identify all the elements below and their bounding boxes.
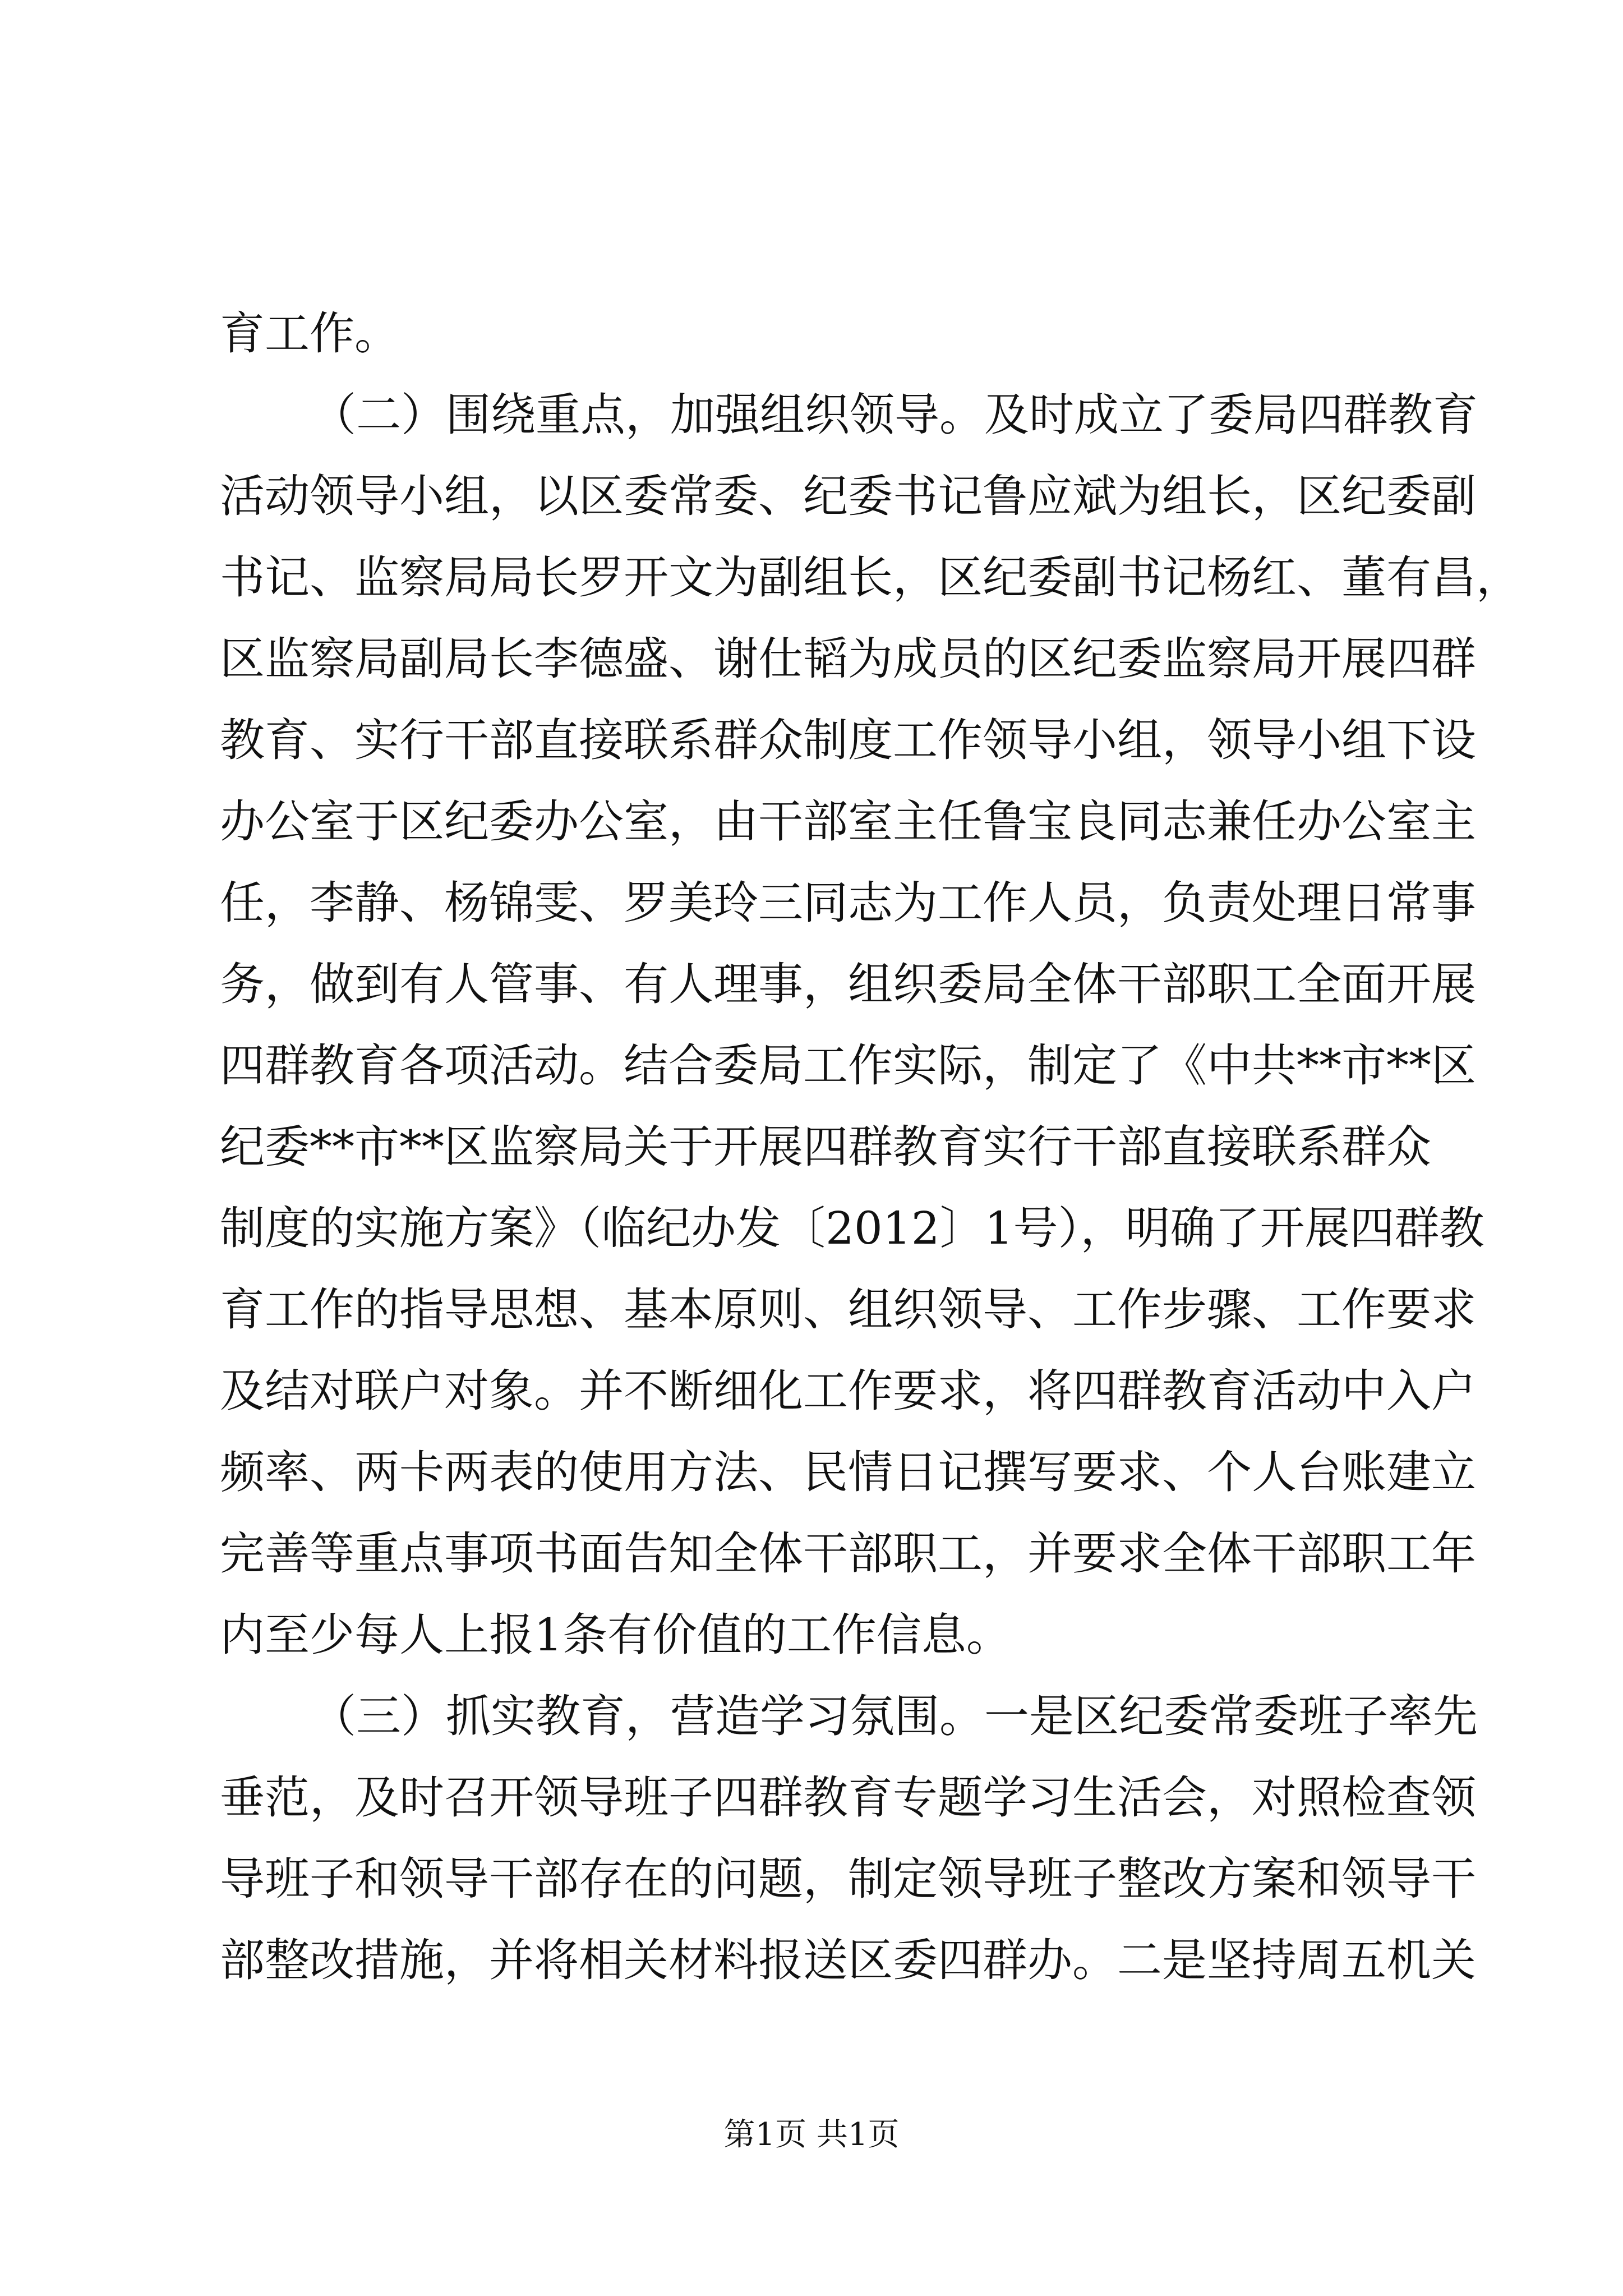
text-line: 任，李静、杨锦雯、罗美玲三同志为工作人员，负责处理日常事 xyxy=(220,877,1476,929)
section-heading-line: （二）围绕重点，加强组织领导。及时成立了委局四群教育 xyxy=(311,389,1478,441)
text-line: 活动领导小组，以区委常委、纪委书记鲁应斌为组长，区纪委副 xyxy=(220,470,1476,522)
text-line: 区监察局副局长李德盛、谢仕韬为成员的区纪委监察局开展四群 xyxy=(220,633,1476,685)
text-line: 内至少每人上报1条有价值的工作信息。 xyxy=(220,1609,1011,1661)
text-line: 育工作的指导思想、基本原则、组织领导、工作步骤、工作要求 xyxy=(220,1283,1476,1336)
text-line: 务，做到有人管事、有人理事，组织委局全体干部职工全面开展 xyxy=(220,958,1476,1010)
text-line: 垂范，及时召开领导班子四群教育专题学习生活会，对照检查领 xyxy=(220,1772,1476,1824)
text-line: 制度的实施方案》（临纪办发〔2012〕1号），明确了开展四群教 xyxy=(220,1202,1484,1254)
text-line: 完善等重点事项书面告知全体干部职工，并要求全体干部职工年 xyxy=(220,1527,1476,1580)
text-line: 书记、监察局局长罗开文为副组长，区纪委副书记杨红、董有昌， xyxy=(220,551,1521,604)
text-line: 纪委**市**区监察局关于开展四群教育实行干部直接联系群众 xyxy=(220,1121,1431,1173)
text-line: 办公室于区纪委办公室，由干部室主任鲁宝良同志兼任办公室主 xyxy=(220,795,1476,848)
text-line: 部整改措施，并将相关材料报送区委四群办。二是坚持周五机关 xyxy=(220,1934,1476,1986)
section-heading-line: （三）抓实教育，营造学习氛围。一是区纪委常委班子率先 xyxy=(311,1690,1478,1742)
text-line: 四群教育各项活动。结合委局工作实际，制定了《中共**市**区 xyxy=(220,1039,1476,1092)
text-line: 导班子和领导干部存在的问题，制定领导班子整改方案和领导干 xyxy=(220,1853,1476,1905)
text-line: 教育、实行干部直接联系群众制度工作领导小组，领导小组下设 xyxy=(220,714,1476,766)
text-line: 及结对联户对象。并不断细化工作要求，将四群教育活动中入户 xyxy=(220,1365,1476,1417)
page-number-footer: 第1页 共1页 xyxy=(723,2116,900,2153)
text-line: 频率、两卡两表的使用方法、民情日记撰写要求、个人台账建立 xyxy=(220,1446,1476,1498)
text-line: 育工作。 xyxy=(220,307,399,360)
